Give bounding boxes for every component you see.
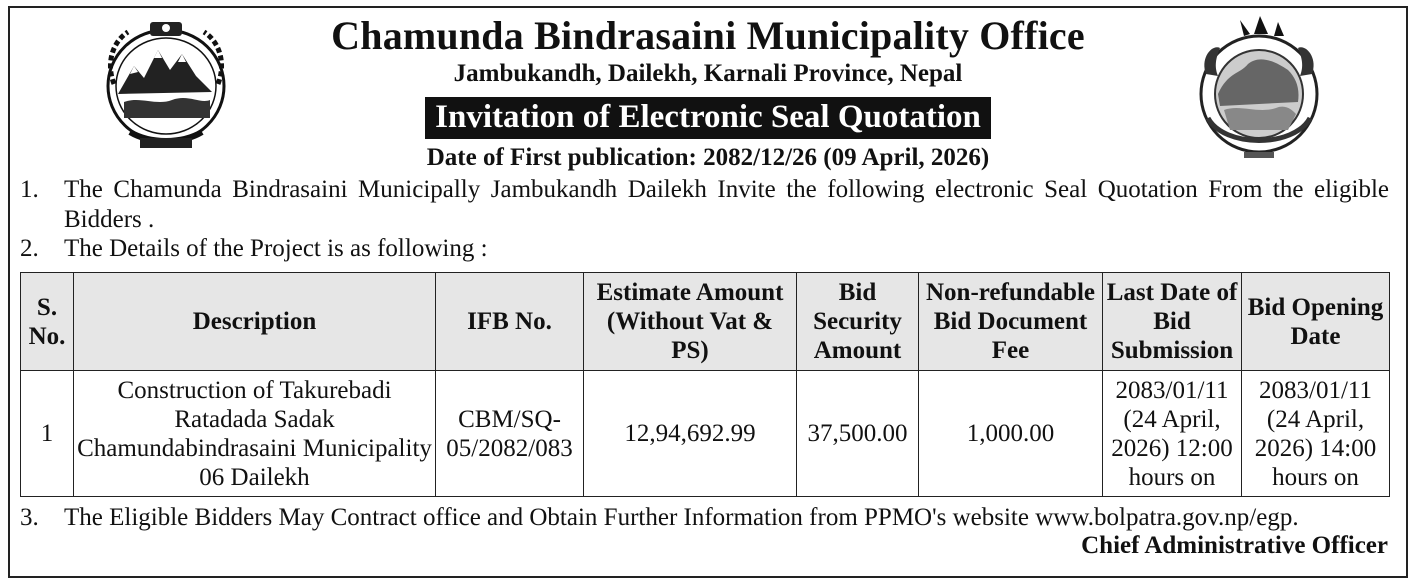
header-fee: Non-refundable Bid Document Fee: [919, 273, 1103, 371]
table-header-row: [21, 273, 1390, 371]
header-last-date: Last Date of Bid Submission: [1103, 273, 1242, 371]
header-opening-date: Bid Opening Date: [1242, 273, 1390, 371]
header-ifb: IFB No.: [436, 273, 584, 371]
publication-date: Date of First publication: 2082/12/26 (09 April, 2026): [426, 144, 990, 171]
paragraph-number: 2.: [20, 235, 39, 262]
cell-description: Construction of Takurebadi Ratadada Sadak Chamundabindrasaini Municipality 06 Dailekh: [74, 371, 436, 497]
cell-opening-date: 2083/01/11 (24 April, 2026) 14:00 hours on: [1242, 371, 1390, 497]
paragraph-text: The Chamunda Bindrasaini Municipally Jambukandh Dailekh Invite the following electronic Seal Quotation From the eligible Bidders .: [64, 176, 1389, 233]
table-row: [21, 371, 1390, 497]
paragraph-text: The Eligible Bidders May Contract office and Obtain Further Information from PPMO's website www.bolpatra.gov.np/egp.: [64, 504, 1299, 531]
signature-title: Chief Administrative Officer: [1081, 532, 1388, 559]
cell-ifb: CBM/SQ-05/2082/083: [436, 371, 584, 497]
paragraph-text: The Details of the Project is as following :: [64, 235, 488, 262]
header-sno: S. No.: [21, 273, 74, 371]
notice-title: Invitation of Electronic Seal Quotation: [425, 97, 991, 139]
office-title: Chamunda Bindrasaini Municipality Office: [331, 13, 1085, 58]
notice-title-wrap: [0, 97, 1416, 139]
header-estimate: Estimate Amount (Without Vat & PS): [584, 273, 797, 371]
paragraph-number: 3.: [20, 504, 39, 531]
header-security: Bid Security Amount: [797, 273, 919, 371]
office-address: Jambukandh, Dailekh, Karnali Province, Nepal: [453, 60, 963, 87]
cell-sno: 1: [21, 371, 74, 497]
paragraph-number: 1.: [20, 176, 39, 203]
project-table: [20, 272, 1390, 497]
cell-estimate: 12,94,692.99: [584, 371, 797, 497]
cell-last-date: 2083/01/11 (24 April, 2026) 12:00 hours on: [1103, 371, 1242, 497]
cell-fee: 1,000.00: [919, 371, 1103, 497]
header-description: Description: [74, 273, 436, 371]
cell-security: 37,500.00: [797, 371, 919, 497]
